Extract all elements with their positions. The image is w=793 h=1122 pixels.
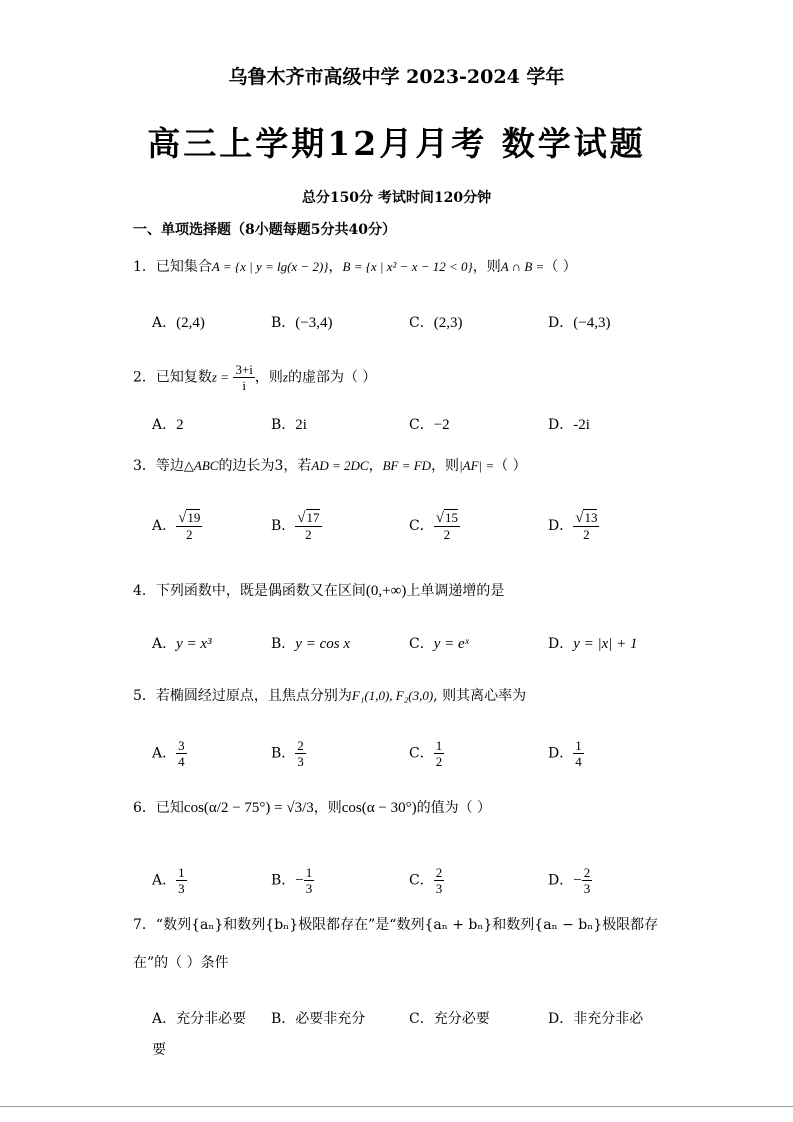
fraction-numerator: 1 bbox=[435, 738, 443, 753]
option-c bbox=[409, 738, 444, 769]
math-expression: z = bbox=[211, 369, 230, 385]
option-c bbox=[409, 865, 444, 896]
option-d bbox=[548, 738, 584, 769]
question-text: ，则 bbox=[431, 458, 460, 474]
option-b bbox=[271, 1008, 365, 1028]
fraction-denominator: 3 bbox=[178, 881, 185, 896]
option-value: y = x³ bbox=[176, 636, 212, 652]
option-value: y = eˣ bbox=[433, 636, 469, 652]
option-a bbox=[152, 510, 202, 542]
fraction bbox=[582, 865, 593, 896]
question-text: 已知集合 bbox=[155, 259, 212, 275]
question-text: ，则 bbox=[472, 259, 501, 275]
question-text: 等边 bbox=[155, 458, 184, 474]
option-label: C． bbox=[409, 518, 434, 534]
question-number: 6． bbox=[133, 800, 156, 816]
option-label: B． bbox=[271, 636, 296, 652]
sqrt-icon: √ bbox=[297, 510, 306, 526]
question-number: 4． bbox=[133, 583, 156, 599]
fraction bbox=[176, 738, 187, 769]
option-label: B． bbox=[271, 1011, 296, 1027]
fraction-denominator: 2 bbox=[185, 527, 193, 542]
question-2 bbox=[133, 362, 376, 393]
question-number: 7． bbox=[133, 917, 156, 933]
option-a bbox=[152, 312, 205, 332]
math-expression: A ∩ B = bbox=[500, 259, 545, 274]
fraction-denominator: 2 bbox=[435, 754, 443, 769]
fraction bbox=[176, 865, 187, 896]
option-b bbox=[271, 510, 322, 542]
option-c bbox=[409, 510, 460, 542]
fraction bbox=[573, 510, 599, 542]
fraction-denominator: 4 bbox=[575, 754, 582, 769]
option-value: 2i bbox=[295, 417, 307, 433]
fraction-denominator: 2 bbox=[443, 527, 451, 542]
option-b bbox=[271, 633, 350, 653]
option-value: −2 bbox=[433, 417, 450, 433]
fraction bbox=[295, 510, 321, 542]
option-d bbox=[548, 865, 592, 896]
fraction bbox=[176, 510, 202, 542]
vector-expression: AD = 2DC bbox=[311, 458, 369, 473]
fraction bbox=[434, 865, 445, 896]
option-a bbox=[152, 633, 212, 653]
fraction bbox=[434, 510, 460, 542]
option-label: A． bbox=[152, 1011, 177, 1027]
option-label: A． bbox=[152, 315, 177, 331]
option-label: D． bbox=[548, 636, 574, 652]
fraction-numerator bbox=[573, 510, 599, 526]
page-bottom-divider bbox=[0, 1106, 793, 1107]
fraction bbox=[304, 865, 315, 896]
option-d bbox=[548, 414, 590, 434]
vector-magnitude: |AF| = bbox=[459, 458, 495, 473]
option-a bbox=[152, 1008, 246, 1028]
math-expression: △ABC bbox=[183, 458, 219, 473]
option-value: 充分必要 bbox=[433, 1011, 490, 1027]
question-text: 已知 bbox=[155, 800, 184, 816]
school-year-heading: 乌鲁木齐市高级中学 2023-2024 学年 bbox=[228, 66, 565, 88]
fraction-denominator: i bbox=[242, 378, 246, 393]
option-b bbox=[271, 414, 307, 434]
question-6 bbox=[133, 798, 491, 818]
fraction-denominator: 3 bbox=[583, 881, 591, 896]
question-text: ， bbox=[368, 458, 383, 474]
sqrt-icon: √ bbox=[435, 510, 444, 526]
radicand: 13 bbox=[584, 510, 598, 525]
fraction-denominator: 3 bbox=[435, 881, 443, 896]
fraction-numerator: 3 bbox=[178, 738, 185, 753]
fraction bbox=[434, 738, 445, 769]
option-label: C． bbox=[409, 636, 434, 652]
option-sign: − bbox=[295, 872, 304, 889]
radicand: 15 bbox=[444, 510, 458, 525]
option-label: A． bbox=[152, 518, 177, 534]
question-text: ，则 bbox=[313, 800, 342, 816]
question-text: 的值为（ ） bbox=[416, 800, 492, 816]
option-a bbox=[152, 865, 187, 896]
question-text: 下列函数中，既是偶函数又在区间 bbox=[155, 583, 366, 599]
fraction-numerator bbox=[295, 510, 321, 526]
option-a bbox=[152, 738, 187, 769]
option-label: D． bbox=[548, 872, 574, 889]
question-number: 5． bbox=[133, 688, 156, 704]
option-label: A． bbox=[152, 745, 177, 762]
exam-info: 总分150分 考试时间120分钟 bbox=[301, 190, 492, 206]
option-value: 非充分非必 bbox=[573, 1011, 644, 1027]
option-value-wrap: 要 bbox=[152, 1042, 166, 1058]
option-c bbox=[409, 633, 469, 653]
radicand: 19 bbox=[187, 510, 201, 525]
option-value: 必要非充分 bbox=[295, 1011, 366, 1027]
math-expression: z bbox=[282, 369, 288, 385]
option-value: 充分非必要 bbox=[176, 1011, 247, 1027]
question-text: , 则其离心率为 bbox=[433, 688, 527, 704]
question-text: ， bbox=[328, 259, 343, 275]
question-text: ，则 bbox=[254, 369, 283, 386]
option-value: -2i bbox=[573, 417, 590, 433]
question-text: 的虚部为（ ） bbox=[287, 369, 377, 386]
option-label: A． bbox=[152, 417, 177, 433]
question-text: “数列{aₙ}和数列{bₙ}极限都存在”是“数列{aₙ + bₙ}和数列{aₙ − bₙ}极限都存 bbox=[155, 917, 659, 933]
option-label: B． bbox=[271, 417, 296, 433]
fraction-numerator: 3+i bbox=[235, 362, 253, 377]
fraction-denominator: 3 bbox=[305, 881, 313, 896]
option-b bbox=[271, 312, 333, 332]
option-value: y = |x| + 1 bbox=[573, 636, 638, 652]
fraction-numerator bbox=[434, 510, 460, 526]
option-label: A． bbox=[152, 872, 177, 889]
math-expression: B = {x | x² − x − 12 < 0} bbox=[342, 259, 473, 274]
option-label: D． bbox=[548, 417, 574, 433]
option-value: (2,3) bbox=[433, 315, 463, 331]
fraction-denominator: 2 bbox=[583, 527, 590, 542]
question-text: 的边长为3，若 bbox=[218, 458, 312, 474]
question-number: 2． bbox=[133, 369, 156, 386]
radicand: 17 bbox=[306, 510, 320, 525]
option-value: (2,4) bbox=[176, 315, 205, 331]
option-label: C． bbox=[409, 417, 434, 433]
fraction-numerator: 2 bbox=[583, 865, 591, 880]
question-5 bbox=[133, 686, 526, 706]
fraction-numerator: 1 bbox=[575, 738, 582, 753]
sqrt-icon: √ bbox=[178, 510, 187, 526]
fraction-denominator: 4 bbox=[178, 754, 185, 769]
section-heading: 一、单项选择题（8小题每题5分共40分） bbox=[133, 222, 396, 238]
option-value: y = cos x bbox=[295, 636, 350, 652]
question-text: 上单调递增的是 bbox=[406, 583, 505, 599]
option-label: A． bbox=[152, 636, 177, 652]
question-3 bbox=[133, 456, 527, 476]
fraction-denominator: 3 bbox=[297, 754, 304, 769]
option-a bbox=[152, 414, 184, 434]
question-number: 1． bbox=[133, 259, 156, 275]
option-label: B． bbox=[271, 315, 296, 331]
fraction-denominator: 2 bbox=[305, 527, 312, 542]
question-text: 在”的（ ）条件 bbox=[133, 955, 229, 971]
option-b bbox=[271, 738, 306, 769]
option-c bbox=[409, 414, 450, 434]
question-text: （ ） bbox=[544, 259, 577, 275]
question-7 bbox=[133, 915, 658, 935]
option-label: D． bbox=[548, 518, 574, 534]
sqrt-icon: √ bbox=[575, 510, 584, 526]
math-expression: cos(α − 30°) bbox=[341, 800, 417, 816]
option-label: C． bbox=[409, 1011, 434, 1027]
option-c bbox=[409, 312, 462, 332]
option-d bbox=[548, 312, 610, 332]
question-number: 3． bbox=[133, 458, 156, 474]
option-label: D． bbox=[548, 745, 574, 762]
fraction-numerator: 1 bbox=[305, 865, 313, 880]
fraction-numerator: 1 bbox=[178, 865, 185, 880]
option-d bbox=[548, 510, 599, 542]
option-value: (−3,4) bbox=[295, 315, 333, 331]
fraction-numerator bbox=[176, 510, 202, 526]
option-b bbox=[271, 865, 314, 896]
option-label: B． bbox=[271, 518, 296, 534]
fraction bbox=[573, 738, 584, 769]
option-d-wrap bbox=[152, 1039, 166, 1059]
math-expression: A = {x | y = lg(x − 2)} bbox=[211, 259, 329, 274]
option-value: (−4,3) bbox=[573, 315, 611, 331]
option-label: C． bbox=[409, 872, 434, 889]
fraction-numerator: 2 bbox=[435, 865, 443, 880]
option-label: D． bbox=[548, 315, 574, 331]
option-label: D． bbox=[548, 1011, 574, 1027]
option-d bbox=[548, 633, 638, 653]
question-1 bbox=[133, 257, 577, 277]
question-7-continued bbox=[133, 953, 229, 973]
question-text: （ ） bbox=[494, 458, 527, 474]
question-text: 若椭圆经过原点，且焦点分别为 bbox=[155, 688, 352, 704]
option-label: B． bbox=[271, 745, 296, 762]
exam-title: 高三上学期12月月考 数学试题 bbox=[147, 124, 646, 163]
option-d bbox=[548, 1008, 643, 1028]
math-expression: (0,+∞) bbox=[365, 583, 407, 599]
option-value: 2 bbox=[176, 417, 184, 433]
fraction-numerator: 2 bbox=[297, 738, 304, 753]
option-label: C． bbox=[409, 315, 434, 331]
option-c bbox=[409, 1008, 490, 1028]
fraction bbox=[233, 362, 254, 393]
question-text: 已知复数 bbox=[155, 369, 212, 386]
option-sign: − bbox=[573, 872, 582, 889]
math-expression: F₁(1,0), F₂(3,0) bbox=[351, 688, 434, 703]
option-label: C． bbox=[409, 745, 434, 762]
vector-expression: BF = FD bbox=[382, 458, 432, 473]
fraction bbox=[295, 738, 306, 769]
math-expression: cos(α/2 − 75°) = √3/3 bbox=[183, 800, 314, 816]
question-4 bbox=[133, 581, 504, 601]
option-label: B． bbox=[271, 872, 296, 889]
